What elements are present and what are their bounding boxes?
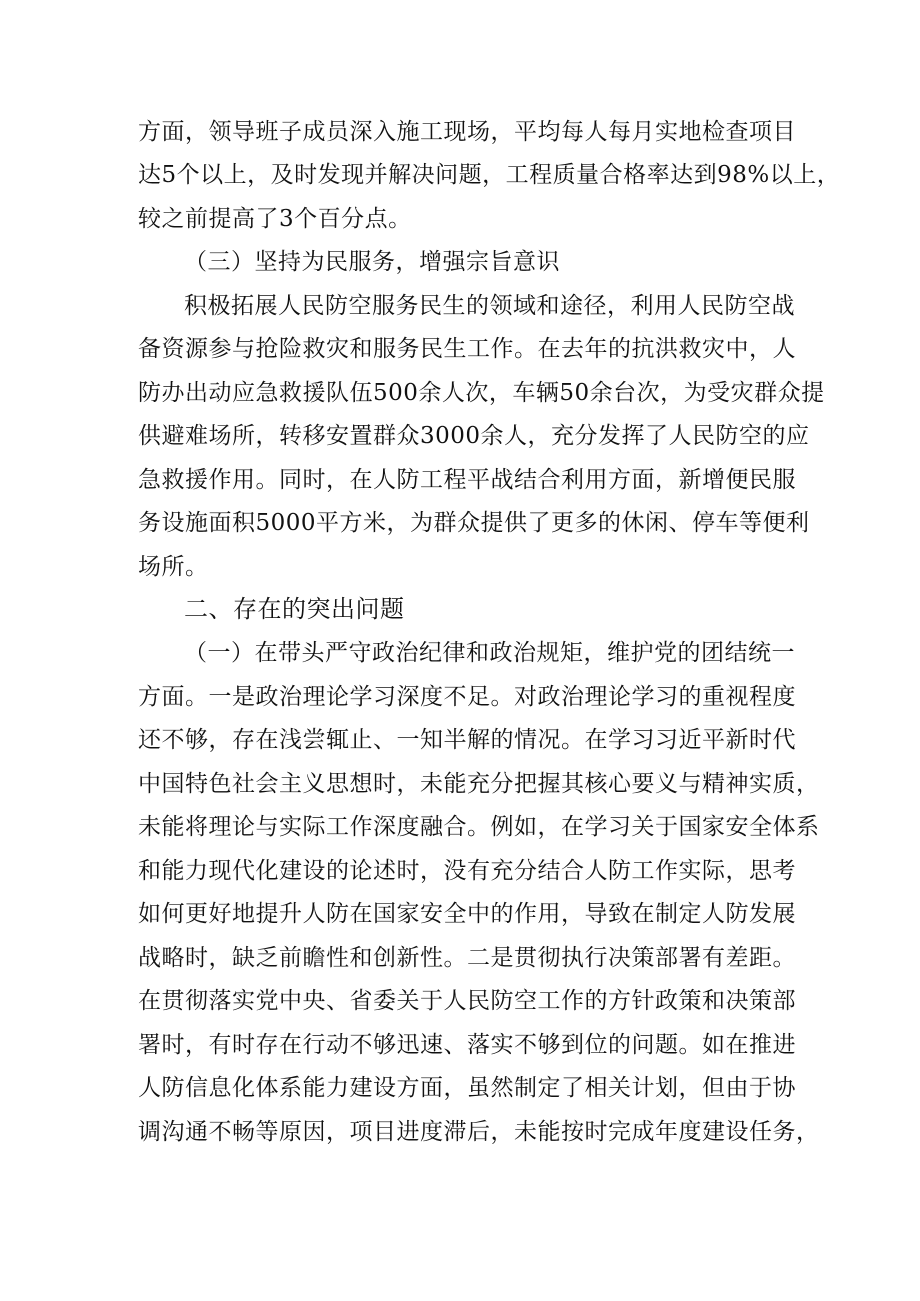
paragraph-line: 还不够，存在浅尝辄止、一知半解的情况。在学习习近平新时代 (138, 727, 796, 753)
paragraph-line: 备资源参与抢险救灾和服务民生工作。在去年的抗洪救灾中，人 (138, 336, 796, 362)
paragraph-line: 人防信息化体系能力建设方面，虽然制定了相关计划，但由于协 (138, 1075, 796, 1101)
paragraph-line: 达5个以上，及时发现并解决问题，工程质量合格率达到98%以上， (138, 162, 841, 188)
paragraph-line: 和能力现代化建设的论述时，没有充分结合人防工作实际，思考 (138, 858, 796, 884)
paragraph-line: （一）在带头严守政治纪律和政治规矩，维护党的团结统一 (184, 640, 795, 666)
section-heading-3: （三）坚持为民服务，增强宗旨意识 (184, 249, 560, 275)
paragraph-line: 积极拓展人民防空服务民生的领域和途径，利用人民防空战 (184, 293, 795, 319)
paragraph-line: 方面。一是政治理论学习深度不足。对政治理论学习的重视程度 (138, 684, 796, 710)
paragraph-line: 供避难场所，转移安置群众3000余人，充分发挥了人民防空的应 (138, 423, 810, 449)
paragraph-line: 署时，有时存在行动不够迅速、落实不够到位的问题。如在推进 (138, 1032, 796, 1058)
paragraph-line: 中国特色社会主义思想时，未能充分把握其核心要义与精神实质， (138, 771, 820, 797)
paragraph-line: 场所。 (138, 554, 209, 580)
paragraph-line: 务设施面积5000平方米，为群众提供了更多的休闲、停车等便利 (138, 510, 810, 536)
paragraph-line: 如何更好地提升人防在国家安全中的作用，导致在制定人防发展 (138, 901, 796, 927)
paragraph-line: 较之前提高了3个百分点。 (138, 206, 412, 232)
paragraph-line: 未能将理论与实际工作深度融合。例如，在学习关于国家安全体系 (138, 814, 820, 840)
paragraph-line: 方面，领导班子成员深入施工现场，平均每人每月实地检查项目 (138, 119, 796, 145)
paragraph-line: 在贯彻落实党中央、省委关于人民防空工作的方针政策和决策部 (138, 988, 796, 1014)
paragraph-line: 防办出动应急救援队伍500余人次，车辆50余台次，为受灾群众提 (138, 380, 825, 406)
paragraph-line: 急救援作用。同时，在人防工程平战结合利用方面，新增便民服 (138, 467, 796, 493)
paragraph-line: 调沟通不畅等原因，项目进度滞后，未能按时完成年度建设任务， (138, 1119, 820, 1145)
paragraph-line: 战略时，缺乏前瞻性和创新性。二是贯彻执行决策部署有差距。 (138, 945, 796, 971)
section-heading-2: 二、存在的突出问题 (184, 595, 405, 623)
